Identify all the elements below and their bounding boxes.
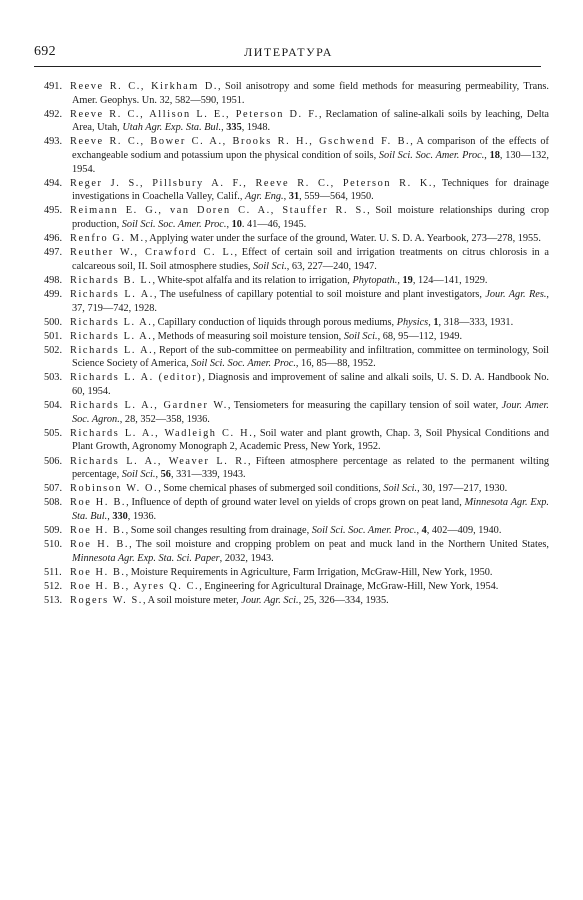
reference-text: , 130—132, 1954. — [72, 149, 549, 175]
reference-text: , A comparison of the effects of exchangeable sodium and potassium upon the physical condition of soils, — [72, 136, 549, 161]
reference-text: , — [484, 149, 490, 161]
reference-volume: 19 — [402, 274, 413, 286]
reference-journal: Soil Sci. — [343, 330, 378, 342]
reference-authors: Roe H. B. — [70, 566, 126, 578]
reference-text: , Influence of depth of ground water level on yields of crops grown on peat land, — [126, 497, 465, 509]
reference-number: 510. — [44, 539, 63, 551]
reference-entry — [44, 80, 549, 107]
reference-entry — [44, 246, 549, 273]
reference-text: , 30, 197—217, 1930. — [417, 483, 508, 495]
reference-journal: Soil Sci. — [253, 260, 287, 272]
page-header — [34, 44, 543, 64]
reference-authors: Rogers W. S. — [70, 594, 143, 606]
reference-text: , 28, 352—358, 1936. — [119, 413, 210, 425]
reference-authors: Roe H. B., Ayres Q. C. — [70, 580, 200, 592]
reference-text: , Some soil changes resulting from drainage, — [125, 525, 312, 536]
reference-volume: 56 — [160, 469, 171, 481]
reference-entry — [44, 580, 549, 594]
reference-text: , 559—564, 1950. — [299, 191, 374, 203]
reference-text: , The usefulness of capillary potential to soil moisture and plant investigators, — [153, 288, 486, 300]
reference-number: 506. — [44, 455, 63, 467]
reference-text: , The soil moisture and cropping problem on peat and muck land in the Northern United States, — [129, 539, 549, 551]
reference-authors: Richards L. A., Weaver L. R. — [70, 455, 248, 467]
reference-authors: Richards L. A. — [70, 288, 154, 300]
reference-volume: 335 — [226, 122, 242, 134]
reference-text: , Methods of measuring soil moisture tension, — [152, 330, 344, 342]
reference-text: , 402—409, 1940. — [426, 525, 502, 536]
reference-authors: Reuther W., Crawford C. L. — [70, 247, 235, 259]
reference-text: , Applying water under the surface of the ground, Water. U. S. D. A. Yearbook, 273—278, 1955. — [144, 233, 541, 245]
reference-entry — [44, 288, 549, 315]
reference-authors: Roe H. B. — [70, 539, 130, 551]
reference-entry — [44, 496, 549, 523]
reference-text: , Soil moisture relationships during crop production, — [72, 205, 549, 230]
reference-volume: 18 — [489, 149, 500, 161]
reference-journal: Soil Sci. Soc. Amer. Proc. — [378, 149, 485, 161]
reference-text: , — [155, 469, 161, 481]
reference-text: , Reclamation of saline-alkali soils by leaching, Delta Area, Utah, — [72, 108, 549, 134]
reference-entry — [44, 455, 549, 482]
reference-number: 497. — [44, 247, 63, 259]
reference-authors: Richards L. A., Wadleigh C. H. — [70, 427, 254, 439]
reference-authors: Robinson W. O. — [70, 483, 159, 495]
reference-entry — [44, 274, 549, 288]
reference-number: 504. — [44, 400, 63, 412]
reference-authors: Reeve R. C., Allison L. E., Peterson D. F. — [70, 108, 319, 120]
reference-number: 492. — [44, 108, 63, 120]
reference-number: 493. — [44, 136, 63, 148]
reference-text: , 63, 227—240, 1947. — [286, 260, 377, 272]
reference-text: , Report of the sub-committee on permeability and infiltration, committee on terminology, Soil Science Society of America, — [72, 344, 549, 370]
reference-volume: 10 — [231, 218, 242, 230]
reference-journal: Soil Sci. Soc. Amer. Proc. — [311, 525, 417, 536]
reference-authors: Reger J. S., Pillsbury A. F., Reeve R. C., Peterson R. K. — [70, 177, 434, 189]
reference-authors: Richards L. A., Gardner W. — [70, 400, 228, 412]
reference-journal: Minnesota Agr. Exp. Sta. Sci. Paper — [72, 552, 220, 564]
reference-entry — [44, 594, 549, 608]
reference-entry — [44, 371, 549, 398]
reference-text: , — [416, 525, 422, 536]
reference-journal: Jour. Agr. Res. — [485, 288, 547, 300]
reference-authors: Renfro G. M. — [70, 233, 145, 245]
reference-entry — [44, 232, 549, 246]
reference-entry — [44, 108, 549, 135]
reference-number: 494. — [44, 177, 63, 189]
reference-journal: Jour. Agr. Sci. — [241, 594, 299, 606]
reference-text: , 1948. — [241, 122, 271, 134]
reference-authors: Roe H. B. — [70, 525, 126, 536]
reference-number: 513. — [44, 594, 63, 606]
reference-text: , Moisture Requirements in Agriculture, Farm Irrigation, McGraw-Hill, New York, 1950. — [125, 566, 493, 578]
reference-text: , 68, 95—112, 1949. — [377, 330, 463, 342]
reference-list — [44, 80, 549, 608]
reference-number: 500. — [44, 316, 63, 328]
reference-text: , Effect of certain soil and irrigation treatments on citrus chlorosis in a calcareous soil, II. Soil atmosphere studies, — [72, 247, 549, 272]
reference-journal: Soil Sci. — [383, 483, 418, 495]
reference-authors: Reimann E. G., van Doren C. A., Stauffer R. S. — [70, 205, 368, 217]
reference-journal: Utah Agr. Exp. Sta. Bul. — [122, 122, 222, 134]
reference-text: , 25, 326—334, 1935. — [298, 594, 389, 606]
reference-number: 502. — [44, 344, 63, 356]
reference-number: 508. — [44, 497, 63, 509]
reference-volume: 330 — [112, 510, 128, 522]
reference-text: , Fifteen atmosphere percentage as related to the permanent wilting percentage, — [72, 455, 549, 481]
reference-volume: 1 — [433, 316, 439, 328]
reference-authors: Reeve R. C., Bower C. A., Brooks R. H., Gschwend F. B. — [70, 136, 411, 148]
reference-journal: Soil Sci. — [121, 469, 156, 481]
reference-number: 511. — [44, 566, 62, 578]
reference-authors: Richards L. A. — [70, 344, 154, 356]
reference-entry — [44, 399, 549, 426]
reference-journal: Soil Sci. Soc. Amer. Proc. — [121, 218, 227, 230]
reference-number: 499. — [44, 288, 63, 300]
reference-authors: Reeve R. C., Kirkham D. — [70, 81, 219, 92]
reference-text: , Soil water and plant growth, Chap. 3, Soil Physical Conditions and Plant Growth, Agronomy Monograph 2, Academic Press, New York, 1952. — [72, 427, 549, 453]
reference-text: , 331—339, 1943. — [170, 469, 246, 481]
reference-entry — [44, 566, 549, 580]
reference-entry — [44, 135, 549, 176]
reference-entry — [44, 538, 549, 565]
reference-text: , 37, 719—742, 1928. — [72, 288, 549, 314]
reference-journal: Physics — [396, 316, 429, 328]
reference-entry — [44, 177, 549, 204]
reference-journal: Jour. Amer. Soc. Agron. — [72, 400, 549, 425]
reference-number: 496. — [44, 233, 63, 245]
reference-text: , Techniques for drainage investigations in Coachella Valley, Calif., — [72, 177, 549, 203]
page-number: 692 — [34, 44, 56, 59]
reference-volume: 4 — [421, 525, 427, 536]
reference-text: , — [221, 122, 227, 134]
reference-entry — [44, 344, 549, 371]
reference-number: 509. — [44, 525, 63, 536]
reference-authors: Roe H. B. — [70, 497, 127, 509]
reference-journal: Agr. Eng. — [245, 191, 284, 203]
reference-entry — [44, 316, 549, 330]
reference-number: 495. — [44, 205, 63, 217]
reference-volume: 31 — [288, 191, 300, 203]
reference-entry — [44, 204, 549, 231]
reference-authors: Richards L. A. — [70, 330, 153, 342]
reference-entry — [44, 482, 549, 496]
reference-authors: Richards B. L. — [70, 274, 153, 286]
reference-text: , A soil moisture meter, — [142, 594, 242, 606]
reference-text: , Engineering for Agricultural Drainage, McGraw-Hill, New York, 1954. — [199, 580, 499, 592]
reference-text: , 1936. — [127, 510, 157, 522]
reference-number: 512. — [44, 580, 63, 592]
reference-text: , Soil anisotropy and some field methods for measuring permeability, Trans. Amer. Geophys. Un. 32, 582—590, 1951. — [72, 81, 549, 106]
reference-text: , Some chemical phases of submerged soil conditions, — [158, 483, 384, 495]
reference-text: , Tensiometers for measuring the capillary tension of soil water, — [227, 400, 502, 412]
header-rule — [34, 66, 541, 67]
reference-text: , 124—141, 1929. — [412, 274, 488, 286]
reference-entry — [44, 524, 549, 538]
reference-text: , Capillary conduction of liquids through porous mediums, — [152, 316, 397, 328]
reference-journal: Soil Sci. Soc. Amer. Proc. — [191, 358, 296, 370]
reference-number: 507. — [44, 483, 63, 495]
reference-text: , 2032, 1943. — [219, 552, 274, 564]
reference-entry — [44, 427, 549, 454]
reference-journal: Phytopath. — [352, 274, 398, 286]
reference-number: 501. — [44, 330, 63, 342]
running-title: ЛИТЕРАТУРА — [244, 45, 333, 59]
reference-entry — [44, 330, 549, 344]
reference-authors: Richards L. A. (editor) — [70, 372, 203, 384]
reference-number: 498. — [44, 274, 63, 286]
reference-text: , 318—333, 1931. — [438, 316, 514, 328]
reference-text: , — [107, 510, 113, 522]
reference-text: , 16, 85—88, 1952. — [295, 358, 376, 370]
reference-text: , — [226, 218, 232, 230]
reference-text: , — [428, 316, 434, 328]
reference-journal: Minnesota Agr. Exp. Sta. Bul. — [72, 497, 549, 522]
reference-authors: Richards L. A. — [70, 316, 153, 328]
reference-text: , White-spot alfalfa and its relation to irrigation, — [152, 274, 353, 286]
reference-number: 505. — [44, 427, 63, 439]
reference-text: , — [397, 274, 403, 286]
reference-number: 503. — [44, 372, 63, 384]
reference-text: , Diagnosis and improvement of saline and alkali soils, U. S. D. A. Handbook No. 60, 1954. — [72, 372, 549, 398]
reference-text: , — [283, 191, 289, 203]
reference-number: 491. — [44, 81, 63, 92]
reference-text: . 41—46, 1945. — [241, 218, 307, 230]
